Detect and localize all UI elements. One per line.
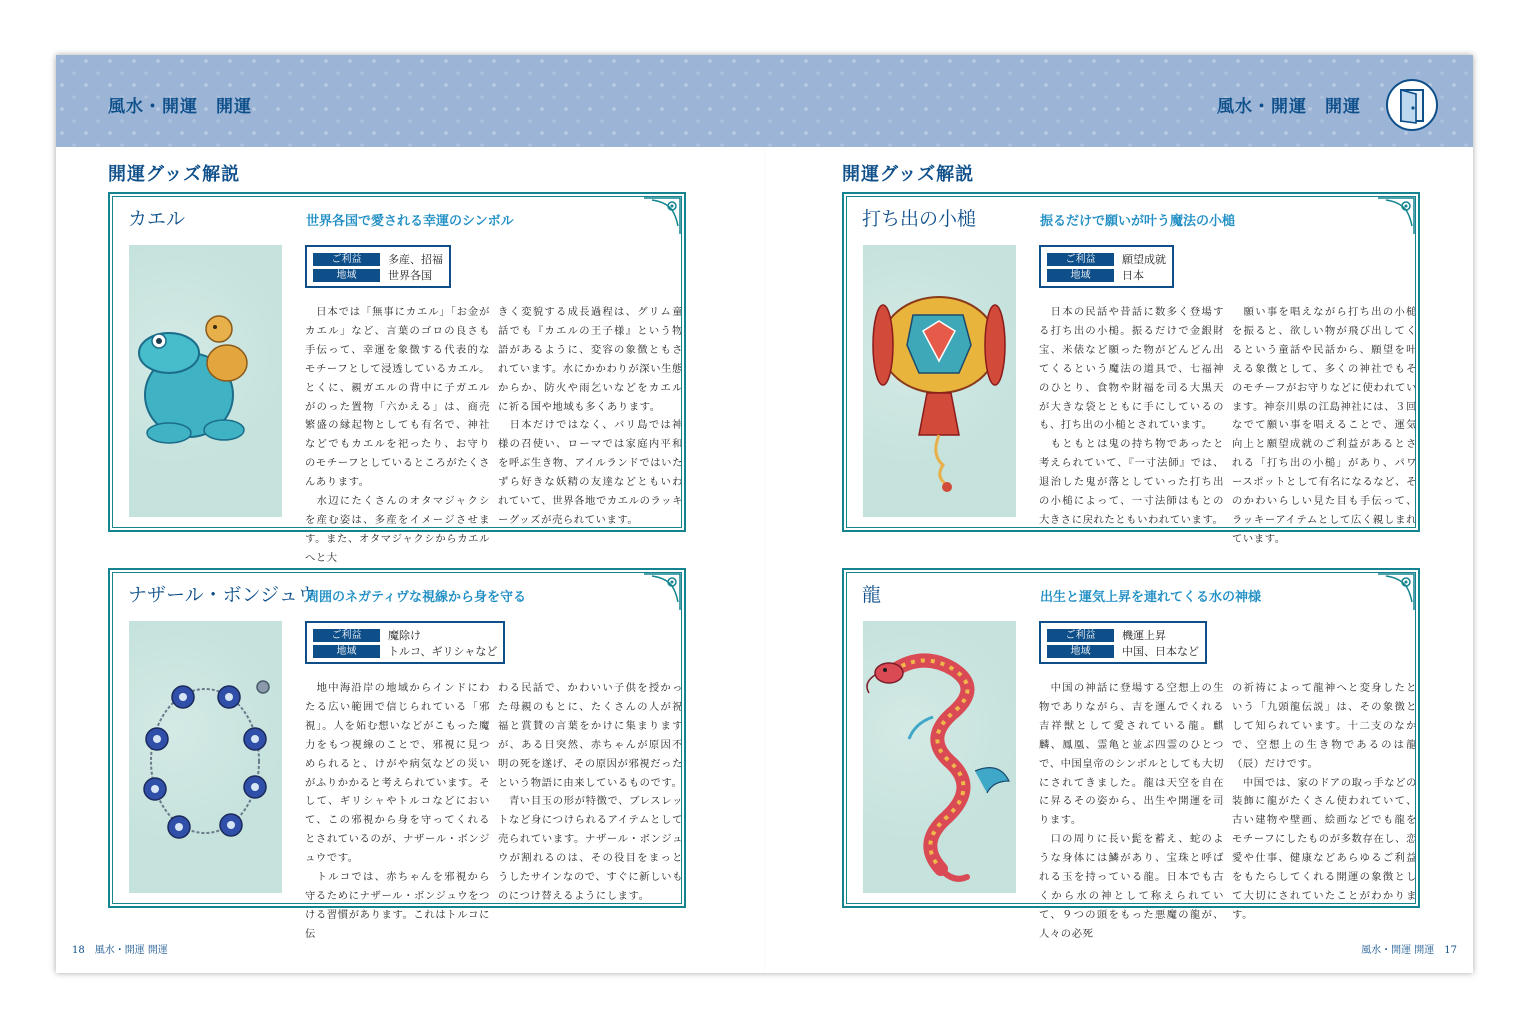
card-tagline: 振るだけで願いが叶う魔法の小槌 [1040, 214, 1236, 229]
card-tagline: 出生と運気上昇を連れてくる水の神様 [1040, 590, 1262, 605]
region-value: 中国、日本など [1122, 645, 1199, 658]
frog-illustration [129, 245, 282, 517]
nazar-bracelet-illustration [129, 621, 282, 893]
card-mallet [842, 192, 1420, 545]
region-label: 地域 [1047, 269, 1114, 282]
region-value: 日本 [1122, 269, 1144, 282]
body-column-1: 日本では「無事にカエル」「お金がカエル」など、言葉のゴロの良さも手伝って、幸運を象徴する代表的なモチーフとして浸透しているカエル。とくに、親ガエルの背中に子ガエルがのった置物「六かえる」は、商売繁盛の縁起物としても有名で、神社などでもカエルを祀ったり、お守りのモチーフとしているところがたくさんあります。 水辺にたくさんのオタマジャクシを産む姿は、多産をイメージさせます。また、オタマジャクシからカエルへと大 [305, 306, 490, 564]
dragon-illustration [863, 621, 1016, 893]
region-label: 地域 [313, 269, 380, 282]
magazine-spread [56, 55, 1473, 973]
card-frog [108, 192, 686, 564]
corner-ornament-icon [1376, 572, 1416, 612]
body-column-2: きく変貌する成長過程は、グリム童話でも『カエルの王子様』という物語があるように、変容の象徴ともされています。水にかかわりが深い生態からか、防火や雨乞いなどをカエルに祈る国や地域も多くあります。 日本だけではなく、バリ島では神様の召使い、ローマでは家庭内平和を呼ぶ生き物、アイルランドではいたずら好きな妖精の友達などともいわれていて、世界各地でカエルのラッキーグッズが売られています。 [498, 306, 683, 526]
info-box [305, 621, 505, 664]
header-title-right: 風水・開運 開運 [1217, 97, 1361, 117]
body-column-2: の祈祷によって龍神へと変身したという「九頭龍伝説」は、その象徴として知られています。十二支のなかで、空想上の生き物であるのは龍（辰）だけです。 中国では、家のドアの取っ手などの装飾に龍がたくさん使われていて、古い建物や壁画、絵画などでも龍をモチーフにしたものが多数存在し、恋愛や仕事、健康などあらゆるご利益をもたらしてくれる開運の象徴として大切にされていたことがわかります。 [1232, 682, 1417, 921]
card-title: ナザール・ボンジュウ [128, 584, 317, 606]
door-icon [1386, 79, 1438, 131]
body-column-1: 中国の神話に登場する空想上の生物でありながら、吉を運んでくれる吉祥獣として愛されている龍。麒麟、鳳凰、霊亀と並ぶ四霊のひとつで、中国皇帝のシンボルとしても大切にされてきました。龍は天空を自在に昇るその姿から、出生や開運を司ります。 口の周りに長い髭を蓄え、蛇のような身体には鱗があり、宝珠と呼ばれる玉を持っている龍。日本でも古くから水の神として称えられていて、９つの頭をもった悪魔の龍が、人々の必死 [1039, 682, 1224, 940]
benefit-label: ご利益 [1047, 253, 1114, 266]
card-title: 打ち出の小槌 [862, 208, 977, 230]
region-label: 地域 [1047, 645, 1114, 658]
card-tagline: 周囲のネガティヴな視線から身を守る [306, 590, 526, 605]
header-banner [56, 55, 1473, 147]
info-box [305, 245, 451, 288]
card-tagline: 世界各国で愛される幸運のシンボル [306, 214, 514, 229]
body-column-1: 日本の民話や昔話に数多く登場する打ち出の小槌。振るだけで金銀財宝、米俵など願った物がどんどん出てくるという魔法の道具で、七福神のひとり、食物や財福を司る大黒天が大きな袋とともに手にしているのも、打ち出の小槌とされています。 もともとは鬼の持ち物であったと考えられていて、『一寸法師』では、退治した鬼が落としていった打ち出の小槌によって、一寸法師はもとの大きさに戻れたともいわれています。 [1039, 306, 1224, 526]
region-value: トルコ、ギリシャなど [388, 645, 498, 658]
folio-left: 18 風水・開運 開運 [72, 945, 168, 956]
corner-ornament-icon [1376, 196, 1416, 236]
body-column-2: 願い事を唱えながら打ち出の小槌を振ると、欲しい物が飛び出してくるという童話や民話から、願望を叶える象徴として、多くの神社でもそのモチーフがお守りなどに使われています。神奈川県の江島神社には、３回なでて願い事を唱えることで、運気向上と願望成就のご利益があるとされる「打ち出の小槌」があり、パワースポットとして有名になるなど、そのかわいらしい見た目も手伝って、ラッキーアイテムとして広く親しまれています。 [1232, 306, 1417, 545]
card-dragon [842, 568, 1420, 940]
body-column-2: わる民話で、かわいい子供を授かった母親のもとに、たくさんの人が祝福と賞賛の言葉をかけに集まりますが、ある日突然、赤ちゃんが原因不明の死を遂げ、その原因が邪視だったという物語に由来しているものです。 青い目玉の形が特徴で、ブレスレットなど身につけられるアイテムとして売られています。ナザール・ボンジュウが割れるのは、その役目をまっとうしたサインなので、すぐに新しいものにつけ替えるようにします。 [498, 682, 683, 902]
benefit-label: ご利益 [313, 253, 380, 266]
card-nazar [108, 568, 686, 940]
region-value: 世界各国 [388, 269, 432, 282]
card-title: 龍 [862, 584, 882, 606]
info-box [1039, 245, 1174, 288]
benefit-label: ご利益 [1047, 629, 1114, 642]
benefit-value: 願望成就 [1122, 253, 1166, 266]
right-section-heading: 開運グッズ解説 [842, 164, 975, 185]
folio-right: 風水・開運 開運 17 [1361, 945, 1457, 956]
left-section-heading: 開運グッズ解説 [108, 164, 241, 185]
body-column-1: 地中海沿岸の地域からインドにわたる広い範囲で信じられている「邪視」。人を妬む想いなどがこもった魔力をもつ視線のことで、邪視に見つめられると、けがや病気などの災いがふりかかると考えられています。そして、ギリシャやトルコなどにおいて、この邪視から身を守ってくれるとされているのが、ナザール・ボンジュウです。 トルコでは、赤ちゃんを邪視から守るためにナザール・ボンジュウをつける習慣があります。これはトルコに伝 [305, 682, 490, 940]
corner-ornament-icon [642, 572, 682, 612]
card-title: カエル [128, 208, 186, 230]
header-title-left: 風水・開運 開運 [108, 97, 252, 117]
mallet-illustration [863, 245, 1016, 517]
corner-ornament-icon [642, 196, 682, 236]
benefit-value: 多産、招福 [388, 253, 443, 266]
benefit-label: ご利益 [313, 629, 380, 642]
page-gutter [764, 147, 765, 973]
benefit-value: 魔除け [388, 629, 421, 642]
info-box [1039, 621, 1207, 664]
benefit-value: 機運上昇 [1122, 629, 1166, 642]
region-label: 地域 [313, 645, 380, 658]
